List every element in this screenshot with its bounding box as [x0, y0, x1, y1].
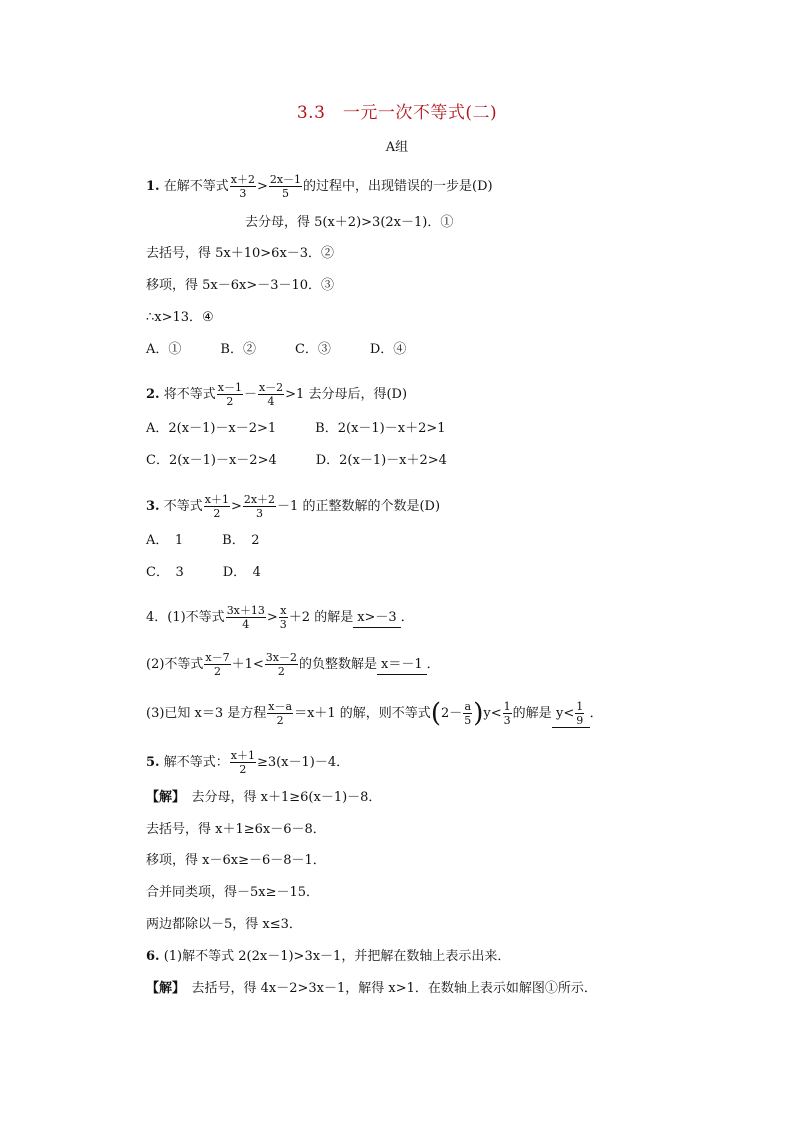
question-5: 5. 解不等式： $\frac{x+1}{2}$ ≥3(x－1)－4． — [146, 749, 350, 776]
answer-blank: x>－3 — [353, 609, 401, 628]
fraction: $\frac{1}{3}$ — [503, 700, 511, 727]
question-2: 2. 将不等式 $\frac{x-1}{2}$ － $\frac{x-2}{4}$ >1 去分母后，得(D) — [146, 381, 408, 408]
solution-label: 【解】 — [146, 981, 179, 996]
q5-solution-4: 合并同类项，得－5x≥－15． — [146, 885, 320, 900]
page-title: 3.3 一元一次不等式(二) — [296, 103, 498, 123]
fraction: $\frac{x+1}{2}$ — [204, 493, 229, 520]
q3-options-ab: A． 1 B． 2 — [146, 533, 260, 548]
fraction: $\frac{3x+13}{4}$ — [226, 604, 265, 631]
q1-step-2: 去括号，得 5x＋10>6x－3．② — [146, 246, 335, 261]
q5-solution-2: 去括号，得 x＋1≥6x－6－8． — [146, 822, 326, 837]
group-label: A组 — [385, 140, 409, 155]
q1-step-4: ∴x>13．④ — [146, 310, 214, 325]
solution-label: 【解】 — [146, 790, 179, 805]
question-3: 3. 不等式 $\frac{x+1}{2}$ > $\frac{2x+2}{3}$ －1 的正整数解的个数是(D) — [146, 493, 441, 520]
q1-options: A．① B．② C．③ D．④ — [146, 342, 407, 357]
fraction: $\frac{x+1}{2}$ — [230, 749, 255, 776]
fraction: $\frac{x-1}{2}$ — [217, 381, 242, 408]
q3-options-cd: C． 3 D． 4 — [146, 565, 261, 580]
fraction: $\frac{3x-2}{2}$ — [265, 651, 297, 678]
fraction: $\frac{1}{9}$ — [576, 700, 584, 727]
fraction: $\frac{x-a}{2}$ — [268, 700, 293, 727]
question-4-part-2: (2)不等式 $\frac{x-7}{2}$ ＋1< $\frac{3x-2}{2}$ 的负整数解是 x＝－1 ． — [146, 651, 440, 678]
question-number: 6. — [146, 949, 160, 964]
q5-solution-3: 移项，得 x－6x≥－6－8－1． — [146, 853, 326, 868]
fraction: $\frac{x-7}{2}$ — [205, 651, 230, 678]
q2-options-cd: C．2(x－1)－x－2>4 D．2(x－1)－x＋2>4 — [146, 453, 447, 468]
fraction: $\frac{x+2}{3}$ — [230, 173, 255, 200]
question-6: 6. (1)解不等式 2(2x－1)>3x－1，并把解在数轴上表示出来． — [146, 949, 511, 964]
question-number: 1. — [146, 179, 160, 194]
fraction: $\frac{x}{3}$ — [279, 604, 287, 631]
question-4-part-1: 4．(1)不等式 $\frac{3x+13}{4}$ > $\frac{x}{3}$ ＋2 的解是 x>－3 ． — [146, 604, 414, 631]
answer-blank: y< $\frac{1}{9}$ — [552, 700, 590, 728]
q6-solution: 【解】 去括号，得 4x－2>3x－1，解得 x>1．在数轴上表示如解图①所示． — [146, 981, 597, 996]
question-1: 1. 在解不等式 $\frac{x+2}{3}$ > $\frac{2x-1}{5}$ 的过程中，出现错误的一步是(D) — [146, 173, 493, 200]
q2-options-ab: A．2(x－1)－x－2>1 B．2(x－1)－x＋2>1 — [146, 421, 446, 436]
q1-step-3: 移项，得 5x－6x>－3－10．③ — [146, 278, 335, 293]
fraction: $\frac{x-2}{4}$ — [258, 381, 284, 408]
fraction: $\frac{2x-1}{5}$ — [269, 173, 302, 200]
question-number: 5. — [146, 755, 160, 770]
question-4-part-3: (3)已知 x＝3 是方程 $\frac{x-a}{2}$ ＝x＋1 的解，则不等式(2－ $\frac{a}{5}$ )y< $\frac{1}{3}$ 的解是 y< $\frac{1}{9}$ ． — [146, 698, 603, 729]
question-number: 3. — [146, 499, 160, 514]
answer-blank: x＝－1 — [377, 656, 427, 675]
q5-solution-5: 两边都除以－5，得 x≤3． — [146, 917, 302, 932]
fraction: $\frac{2x+2}{3}$ — [243, 493, 276, 520]
fraction: $\frac{a}{5}$ — [464, 700, 472, 727]
q5-solution-1: 【解】 去分母，得 x＋1≥6(x－1)－8． — [146, 790, 382, 805]
q1-step-1: 去分母，得 5(x＋2)>3(2x－1)．① — [245, 215, 454, 230]
question-number: 2. — [146, 387, 160, 402]
